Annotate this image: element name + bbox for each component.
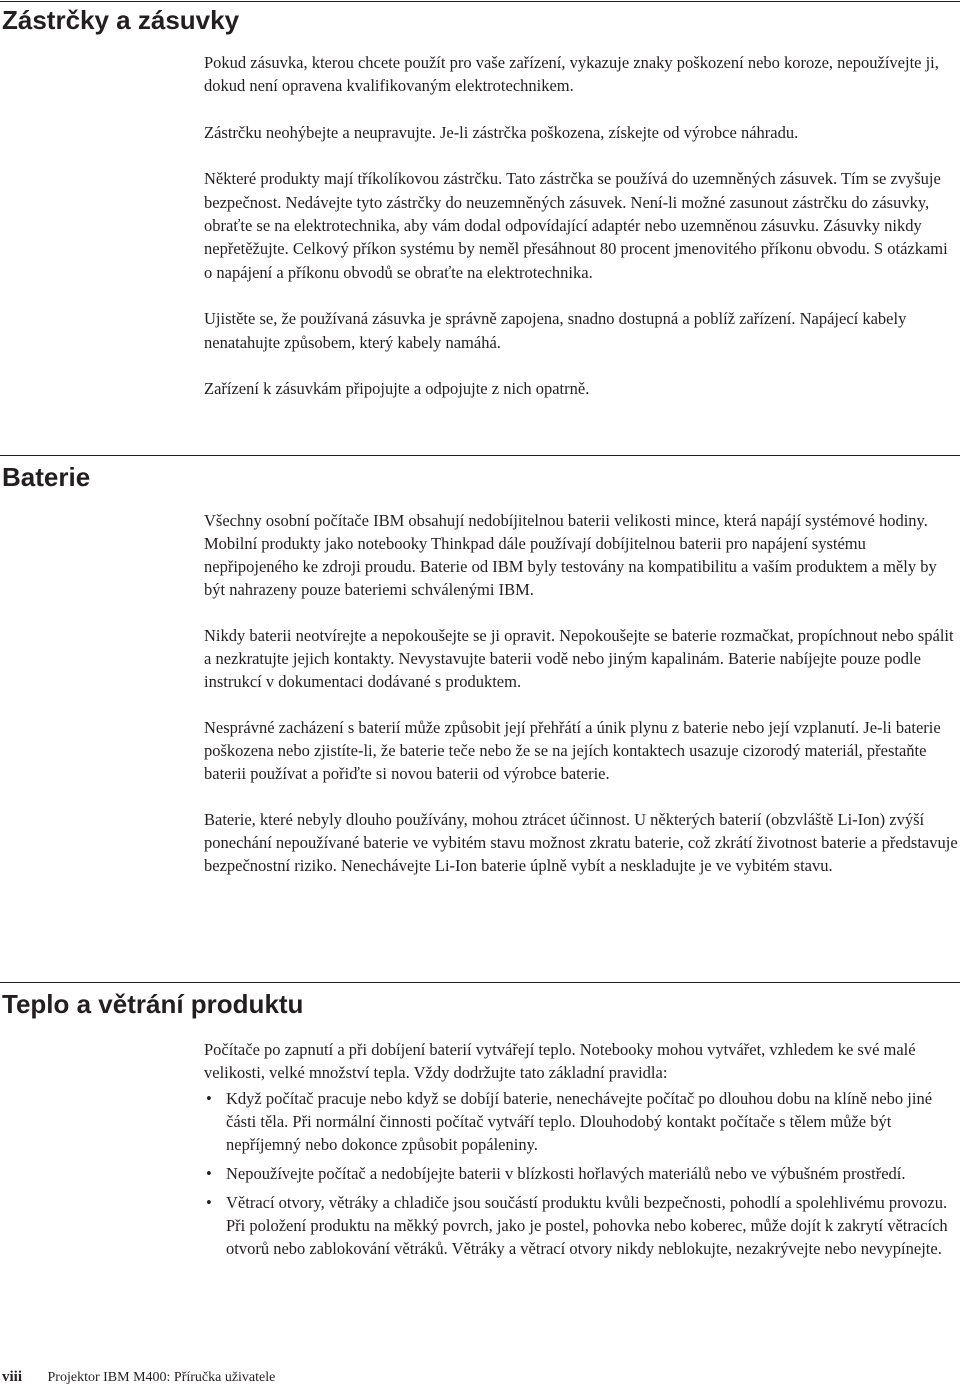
- paragraph: Nesprávné zacházení s baterií může způsobit její přehřátí a únik plynu z baterie nebo její vzplanutí. Je-li baterie poškozena nebo zjistíte-li, že baterie teče nebo že se na jejích kontaktech usazuje cizorodý materiál, přestaňte baterii používat a pořiďte si novou baterii od výrobce baterie.: [204, 718, 941, 783]
- list-item-text: Když počítač pracuje nebo když se dobíjí baterie, nenechávejte počítač po dlouhou dobu na klíně nebo jiné části těla. Při normální činnosti počítač vytváří teplo. Dlouhodobý kontakt počítače s tělem může být nepříjemný nebo dokonce způsobit popáleniny.: [226, 1089, 933, 1154]
- bullet-icon: •: [206, 1164, 212, 1183]
- list-item-text: Větrací otvory, větráky a chladiče jsou součástí produktu kvůli bezpečnosti, pohodlí a spolehlivému provozu. Při položení produktu na měkký povrch, jako je postel, pohovka nebo koberec, může dojít k zakrytí větracích otvorů nebo zablokování větráků. Větráky a větrací otvory nikdy neblokujte, nezakrývejte nebo nevypínejte.: [226, 1193, 948, 1258]
- section-rule-battery: [0, 455, 960, 456]
- bullet-icon: •: [206, 1089, 212, 1108]
- list-item: [204, 1191, 958, 1260]
- paragraph: Zástrčku neohýbejte a neupravujte. Je-li zástrčka poškozena, získejte od výrobce náhradu.: [204, 122, 799, 142]
- heading-heat: Teplo a větrání produktu: [2, 989, 304, 1019]
- section-rule-heat: [0, 982, 960, 983]
- list-item: [204, 1087, 958, 1156]
- paragraph: Pokud zásuvka, kterou chcete použít pro vaše zařízení, vykazuje znaky poškození nebo koroze, nepoužívejte ji, dokud není opravena kvalifikovaným elektrotechnikem.: [204, 53, 939, 96]
- paragraph: Zařízení k zásuvkám připojujte a odpojujte z nich opatrně.: [204, 379, 590, 399]
- paragraph: Některé produkty mají tříkolíkovou zástrčku. Tato zástrčka se používá do uzemněných zásuvek. Tím se zvyšuje bezpečnost. Nedávejte tyto zástrčky do neuzemněných zásuvek. Není-li možné zasunout zástrčku do zásuvky, obraťte se na elektrotechnika, aby vám dodal odpovídající adaptér nebo uzemněnou zásuvku. Zásuvky nikdy nepřetěžujte. Celkový příkon systému by neměl přesáhnout 80 procent jmenovitého příkonu obvodu. S otázkami o napájení a příkonu obvodů se obraťte na elektrotechnika.: [204, 169, 948, 282]
- section-heat-body: [204, 1038, 958, 1266]
- bullet-list: [204, 1087, 958, 1260]
- list-item: [204, 1162, 958, 1185]
- paragraph: Ujistěte se, že používaná zásuvka je správně zapojena, snadno dostupná a poblíž zařízení. Napájecí kabely nenatahujte způsobem, který kabely namáhá.: [204, 309, 907, 352]
- list-item-text: Nepoužívejte počítač a nedobíjejte baterii v blízkosti hořlavých materiálů nebo ve výbušném prostředí.: [226, 1164, 906, 1183]
- paragraph: Baterie, které nebyly dlouho používány, mohou ztrácet účinnost. U některých baterií (obzvláště Li-Ion) zvýší ponechání nepoužívané baterie ve vybitém stavu možnost zkratu baterie, což zkrátí životnost baterie a představuje bezpečnostní riziko. Nenechávejte Li-Ion baterie úplně vybít a neskladujte je ve vybitém stavu.: [204, 810, 958, 875]
- footer-doc-title: Projektor IBM M400: Příručka uživatele: [47, 1370, 276, 1385]
- section-rule-plugs: [0, 1, 960, 2]
- paragraph: Všechny osobní počítače IBM obsahují nedobíjitelnou baterii velikosti mince, která napájí systémové hodiny. Mobilní produkty jako notebooky Thinkpad dále používají dobíjitelnou baterii pro napájení systému nepřipojeného ke zdroji proudu. Baterie od IBM byly testovány na kompatibilitu a vaším produktem a měly by být nahrazeny pouze bateriemi schválenými IBM.: [204, 511, 937, 599]
- heading-plugs: Zástrčky a zásuvky: [2, 5, 240, 35]
- bullet-icon: •: [206, 1193, 212, 1212]
- page-number: viii: [2, 1369, 23, 1385]
- section-plugs-body: [204, 51, 958, 400]
- section-battery-body: [204, 509, 958, 877]
- heading-battery: Baterie: [2, 462, 91, 492]
- page-footer: [2, 1367, 275, 1388]
- paragraph: Nikdy baterii neotvírejte a nepokoušejte se ji opravit. Nepokoušejte se baterie rozmačkat, propíchnout nebo spálit a nezkratujte jejich kontakty. Nevystavujte baterii vodě nebo jiným kapalinám. Baterie nabíjejte pouze podle instrukcí v dokumentaci dodávané s produktem.: [204, 626, 954, 691]
- paragraph-intro: Počítače po zapnutí a při dobíjení baterií vytvářejí teplo. Notebooky mohou vytvářet, vzhledem ke své malé velikosti, velké množství tepla. Vždy dodržujte tato základní pravidla:: [204, 1040, 916, 1082]
